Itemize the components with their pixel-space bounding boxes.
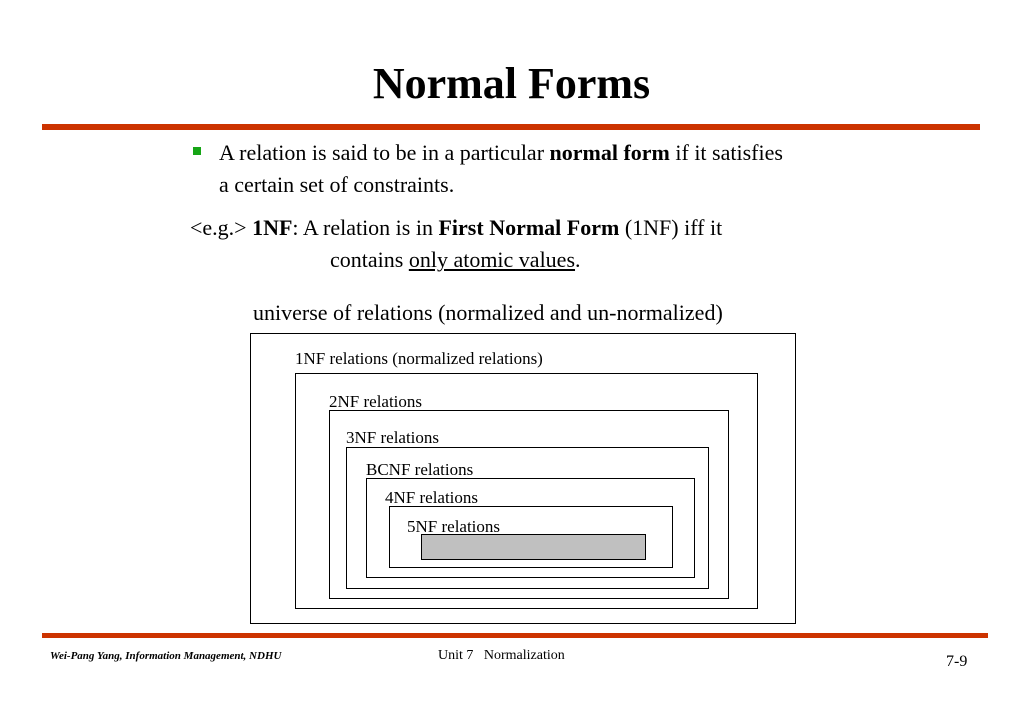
example-line-1 [190, 214, 722, 242]
universe-label: universe of relations (normalized and un-normalized) [253, 300, 723, 325]
example-term: 1NF [252, 215, 293, 240]
page-number: 7-9 [946, 653, 968, 670]
bullet-line-1 [219, 139, 783, 167]
1nf-label: 1NF relations (normalized relations) [295, 349, 543, 368]
bcnf-label: BCNF relations [366, 460, 474, 479]
4nf-label: 4NF relations [385, 488, 479, 507]
footer-author: Wei-Pang Yang, Information Management, NDHU [50, 650, 282, 662]
example-text-2: (1NF) iff it [619, 215, 723, 240]
example-term-full: First Normal Form [438, 215, 620, 240]
example-line2-underlined: only atomic values [408, 247, 576, 272]
title-divider [42, 124, 980, 130]
example-line2-post: . [575, 247, 581, 272]
footer-unit: Unit 7 Normalization [438, 648, 565, 663]
bullet-text-post: if it satisfies [669, 140, 783, 165]
example-line-2 [330, 246, 581, 274]
bullet-text-bold: normal form [549, 140, 670, 165]
footer-divider [42, 633, 988, 638]
example-line2-pre: contains [330, 247, 409, 272]
bullet-text-pre: A relation is said to be in a particular [219, 140, 550, 165]
example-text-1: : A relation is in [292, 215, 439, 240]
slide-title: Normal Forms [372, 59, 651, 108]
example-prefix: <e.g.> [190, 215, 253, 240]
5nf-box [421, 534, 646, 560]
bullet-square-icon [193, 147, 201, 155]
3nf-label: 3NF relations [346, 428, 440, 447]
2nf-label: 2NF relations [329, 392, 423, 411]
bullet-line-2: a certain set of constraints. [219, 172, 455, 197]
5nf-label: 5NF relations [407, 517, 501, 536]
